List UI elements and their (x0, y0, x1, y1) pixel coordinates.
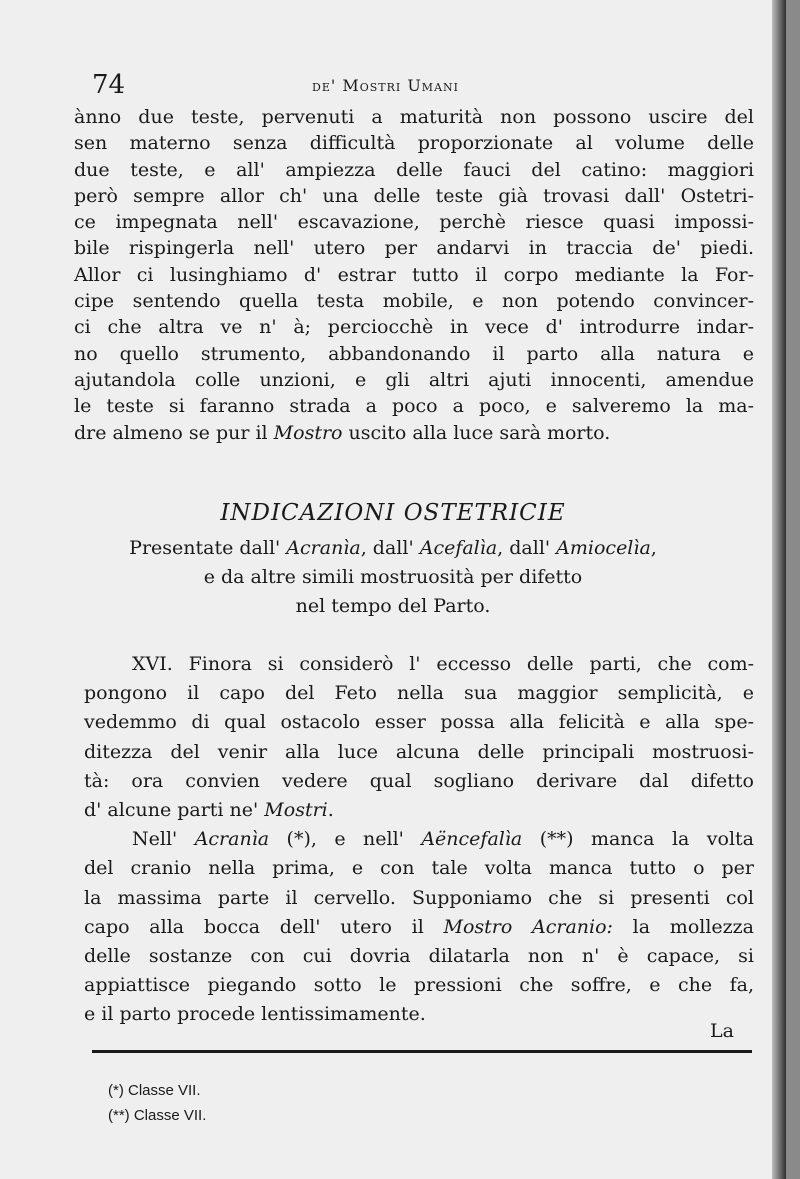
footnote: (*) Classe VII. (108, 1082, 201, 1099)
paragraph-2-3 (84, 650, 754, 1030)
subtitle-line: nel tempo del Parto. (295, 595, 491, 617)
section-subtitle (0, 534, 786, 621)
footnote-rule (92, 1050, 752, 1053)
text-line: pongono il capo del Feto nella sua maggior semplicità, e (84, 682, 754, 705)
text-line: ànno due teste, pervenuti a maturità non possono uscire del (74, 106, 754, 128)
text-line: però sempre allor ch' una delle teste già trovasi dall' Ostetri- (74, 184, 754, 207)
text-line: tà: ora convien vedere qual sogliano derivare dal difetto (84, 769, 754, 792)
subtitle-line: Presentate dall' Acranìa, dall' Acefalìa, dall' Amiocelìa, (129, 537, 657, 559)
text-line: ce impegnata nell' escavazione, perchè riesce quasi impossi- (74, 211, 754, 234)
text-line: cipe sentendo quella testa mobile, e non potendo convincer- (74, 290, 754, 313)
text-line: vedemmo di qual ostacolo esser possa alla felicità e alla spe- (84, 711, 754, 734)
text-line: due teste, e all' ampiezza delle fauci del catino: maggiori (74, 158, 754, 181)
running-title: de' Mostri Umani (312, 76, 459, 95)
section-title: INDICAZIONI OSTETRICIE (220, 500, 566, 526)
text-line: ajutandola colle unzioni, e gli altri ajuti innocenti, amendue (74, 368, 754, 391)
text-line: Nell' Acranìa (*), e nell' Aëncefalìa (**) manca la volta (132, 828, 754, 851)
text-line: ci che altra ve n' à; perciocchè in vece d' introdurre indar- (74, 316, 754, 339)
footnote: (**) Classe VII. (108, 1107, 207, 1124)
text-line: delle sostanze con cui dovria dilatarla non n' è capace, si (84, 945, 754, 968)
text-line: appiattisce piegando sotto le pressioni che soffre, e che fa, (84, 974, 754, 997)
text-line: bile rispingerla nell' utero per andarvi in traccia de' piedi. (74, 237, 754, 260)
subtitle-line: e da altre simili mostruosità per difetto (203, 566, 583, 588)
footnotes (108, 1078, 206, 1128)
text-line: Allor ci lusinghiamo d' estrar tutto il corpo mediante la For- (74, 263, 754, 286)
text-line: ditezza del venir alla luce alcuna delle principali mostruosi- (84, 740, 754, 763)
text-line: d' alcune parti ne' Mostri. (84, 799, 334, 822)
paragraph-1 (74, 104, 754, 446)
text-line: no quello strumento, abbandonando il parto alla natura e (74, 342, 754, 365)
text-line: capo alla bocca dell' utero il Mostro Acranio: la mollezza (84, 915, 754, 938)
page-header (92, 70, 752, 104)
text-line: del cranio nella prima, e con tale volta manca tutto o per (84, 857, 754, 880)
text-line: e il parto procede lentissimamente. (84, 1003, 426, 1026)
page-number: 74 (92, 70, 126, 100)
text-line: la massima parte il cervello. Supponiamo che si presenti col (84, 886, 754, 909)
catchword: La (710, 1020, 734, 1042)
text-line: sen materno senza difficultà proporzionate al volume delle (74, 132, 754, 155)
text-line: XVI. Finora si considerò l' eccesso delle parti, che com- (132, 653, 754, 675)
text-line: le teste si faranno strada a poco a poco, e salveremo la ma- (74, 395, 754, 418)
text-line: dre almeno se pur il Mostro uscito alla luce sarà morto. (74, 421, 611, 444)
